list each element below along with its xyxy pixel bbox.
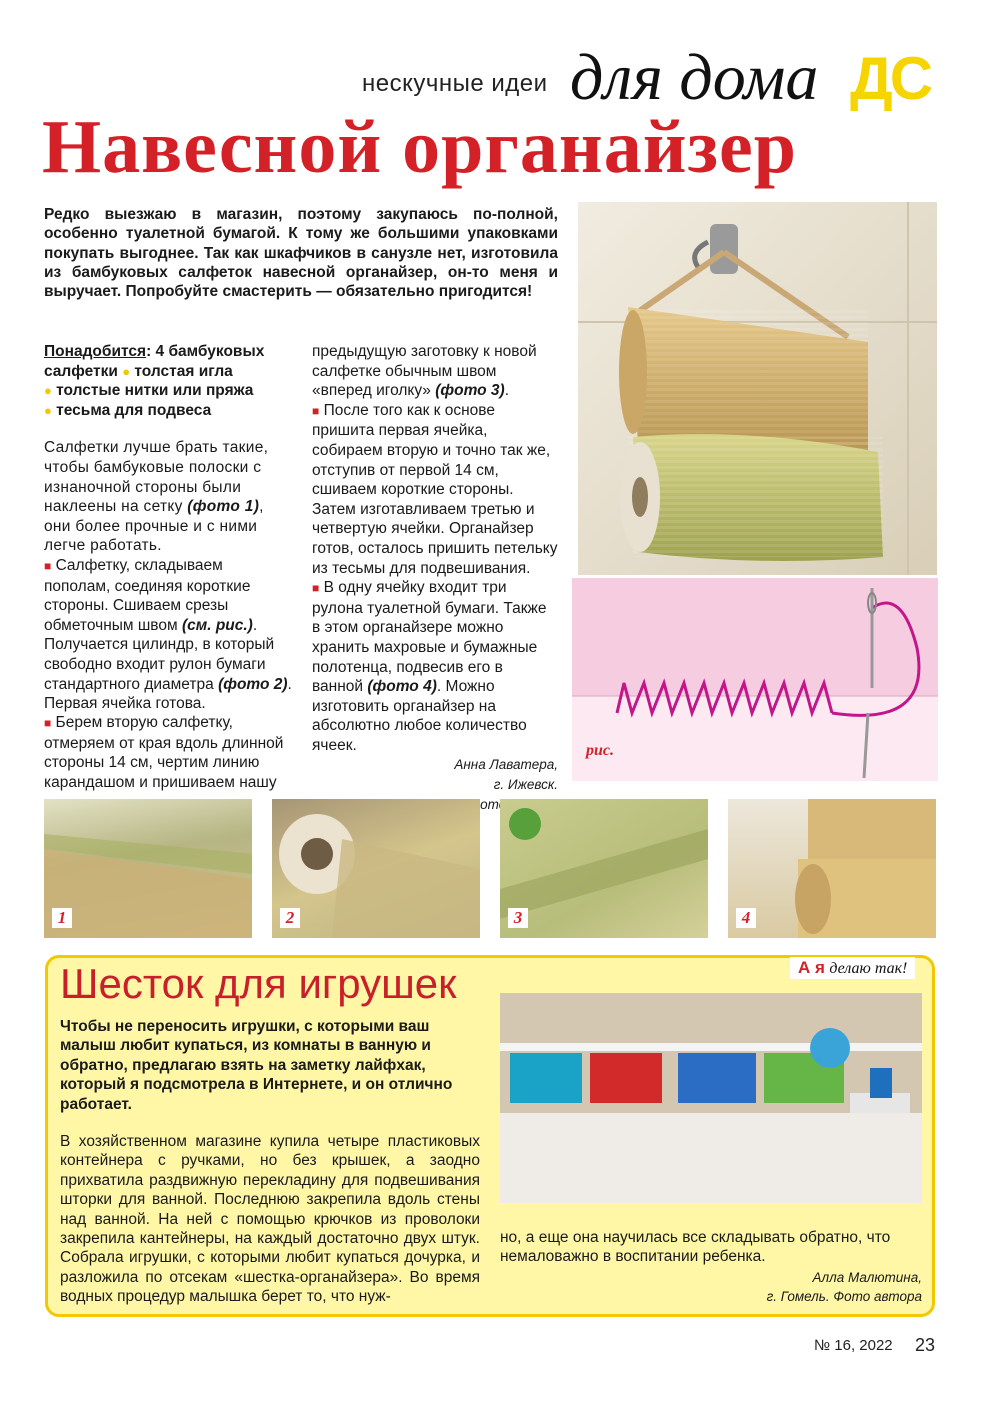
step-photo-1 [44, 799, 252, 938]
paragraph: ■ Салфетку, складываем пополам, соединяя короткие стороны. Сшиваем срезы обметочным швом (см. рис.). Получается цилиндр, в который свободно входит рулон бумаги стандартного диаметра (фото 2). Первая ячейка готова. [44, 556, 292, 713]
box-signature: Алла Малютина, г. Гомель. Фото автора [766, 1270, 922, 1304]
article-lead: Редко выезжаю в магазин, поэтому закупаюсь по-полной, особенно туалетной бумагой. К тому же большими упаковками покупать выгоднее. Так как шкафчиков в санузле нет, изготовила из бамбуковых салфеток навесной органайзер, он-то меня и выручает. Попробуйте смастерить — обязательно пригодится! [44, 206, 558, 301]
photo-ref: (фото 4) [367, 678, 437, 696]
paragraph-continued: предыдущую заготовку к новой салфетке обычным швом «вперед иголку» (фото 3). [312, 343, 537, 400]
material-item: толстая игла [134, 362, 233, 380]
bullet-dot-icon: ● [44, 402, 52, 418]
issue-number: № 16, 2022 [814, 1337, 893, 1354]
square-bullet-icon: ■ [44, 558, 52, 573]
box-lead: Чтобы не переносить игрушки, с которыми ваш малыш любит купаться, из комнаты в ванную и обратно, предлагаю взять на заметку лайфхак, который я подсмотрела в Интернете, и он отлично работает. [60, 1018, 453, 1113]
text-column-1 [44, 342, 292, 714]
materials-list: Понадобится: 4 бамбуковых салфетки ● толстая игла ● толстые нитки или пряжа ● тесьма для подвеса [44, 343, 265, 419]
rubric-big: для дома [570, 41, 819, 114]
square-bullet-icon: ■ [44, 716, 52, 730]
figure-ref: (см. рис.) [181, 616, 253, 634]
step-number: 4 [736, 908, 756, 928]
rubric-small: нескучные идеи [362, 70, 548, 97]
bullet-dot-icon: ● [44, 383, 52, 399]
photo-ref: (фото 1) [187, 498, 260, 516]
step-number: 1 [52, 908, 72, 928]
page-number: 23 [915, 1335, 936, 1355]
step-photo-4 [728, 799, 936, 938]
step-number: 3 [508, 908, 528, 928]
author-signature: Анна Лаватера, г. Ижевск. Фото [454, 757, 558, 813]
box-text-continued: но, а еще она научилась все складывать обратно, что немаловажно в воспитании ребенка. [500, 1229, 891, 1266]
toys-shelf-photo [500, 993, 922, 1203]
step-number: 2 [280, 908, 300, 928]
text-column-2 [312, 342, 558, 815]
material-item: толстые нитки или пряжа [56, 382, 254, 400]
box-text: В хозяйственном магазине купила четыре пластиковых контейнера с ручками, но без крышек, а заодно прихватила раздвижную перекладину для подвешивания шторки для ванной. Последнюю закрепила вдоль стены над ванной. На ней с помощью крючков из проволоки закрепила кантейнеры, на каждый достаточно двух штук. Собрала игрушки, с которыми любит купаться дочурка, и разложила по отсекам «шестка-органайзера». Во время водных процедур малышка берет то, что нуж- [60, 1133, 480, 1306]
box-title: Шесток для игрушек [60, 960, 457, 1007]
paragraph: Салфетки лучше брать такие, чтобы бамбуковые полоски с изнаночной стороны были наклеены на сетку (фото 1), они более прочные и с ними легче работать. [44, 439, 269, 555]
figure-label: рис. [586, 742, 614, 759]
paragraph: ■ После того как к основе пришита первая ячейка, собираем вторую и точно так же, отступив от первой 14 см, сшиваем короткие стороны. Затем изготавливаем третью и четвертую ячейки. Органайзер готов, осталось пришить петельку из тесьмы для подвешивания. [312, 401, 558, 577]
paragraph: ■ Берем вторую салфетку, отмеряем от края вдоль длинной стороны 14 см, чертим линию карандашом и пришиваем нашу [44, 714, 284, 791]
photo-ref: (фото 2) [218, 675, 288, 693]
stitch-diagram [572, 578, 938, 781]
bullet-dot-icon: ● [122, 363, 131, 379]
organizer-photo [578, 202, 937, 575]
square-bullet-icon: ■ [312, 403, 320, 418]
paragraph: ■ В одну ячейку входит три рулона туалетной бумаги. Также в этом органайзере можно хранить махровые и бумажные полотенца, подвесив его в ванной (фото 4). Можно изготовить органайзер на абсолютно любое количество ячеек. [312, 579, 547, 754]
rubric-tag: А я делаю так! [790, 957, 915, 979]
photo-ref: (фото 3) [435, 382, 505, 400]
material-item: тесьма для подвеса [56, 401, 212, 419]
square-bullet-icon: ■ [312, 581, 320, 596]
article-title: Навесной органайзер [42, 105, 798, 189]
material-item: 4 бамбуковых салфетки [44, 343, 265, 380]
magazine-logo: ДС [850, 45, 931, 112]
step-photo-3 [500, 799, 708, 938]
materials-label: Понадобится [44, 343, 147, 360]
step-photo-2 [272, 799, 480, 938]
text-column-1-bottom [44, 713, 292, 792]
